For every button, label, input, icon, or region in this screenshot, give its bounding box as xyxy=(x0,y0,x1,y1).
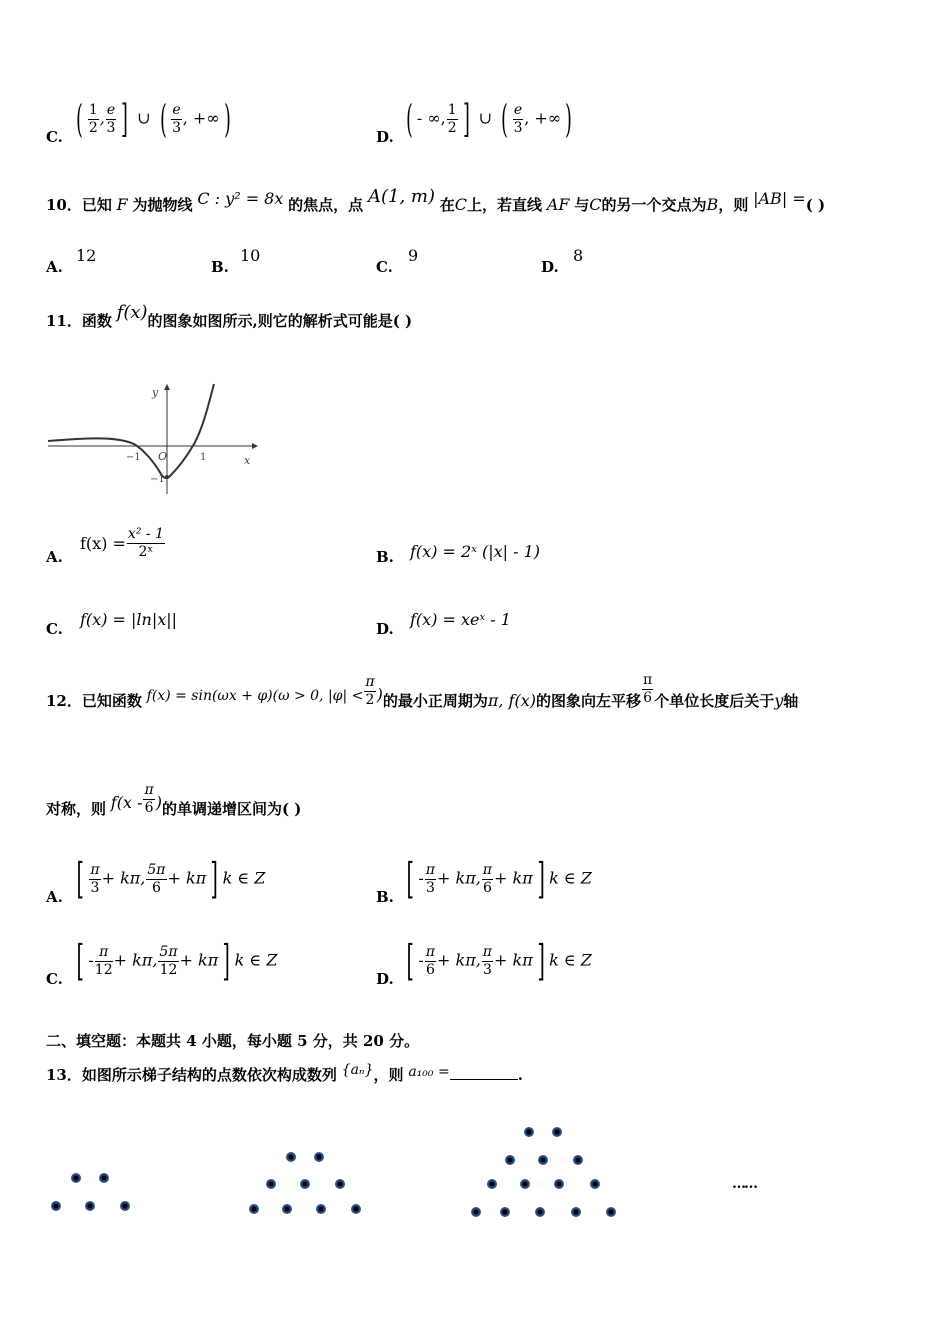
q10-option-c-label: C. xyxy=(376,258,393,276)
frac-den: 6 xyxy=(643,690,653,706)
q12-fshift-close: ) xyxy=(155,793,162,812)
q10-point: A(1, m) xyxy=(367,186,435,207)
frac-num: π xyxy=(482,943,492,960)
frac-den: 6 xyxy=(144,800,154,816)
q10-text-7: ，则 xyxy=(718,196,749,214)
q10-AB: |AB| = xyxy=(753,189,806,208)
q12-line2-text-2: 的单调递增区间为( ) xyxy=(161,800,302,818)
q12-option-d-label: D. xyxy=(376,970,394,988)
expr-sign: - xyxy=(418,950,424,970)
frac-den: 12 xyxy=(159,961,178,978)
frac-num: e xyxy=(172,101,181,118)
q10-option-d-value: 8 xyxy=(573,246,584,265)
section-2-heading: 二、填空题：本题共 4 小题，每小题 5 分，共 20 分。 xyxy=(46,1032,420,1050)
q11-option-b-expr: f(x) = 2ˣ (|x| - 1) xyxy=(410,542,540,561)
ladder-dot xyxy=(316,1204,326,1214)
ladder-dot xyxy=(554,1179,564,1189)
q13-ellipsis: …… xyxy=(732,1176,756,1192)
ladder-dot xyxy=(524,1127,534,1137)
frac-num: e xyxy=(106,101,116,118)
q10-text-6: 的另一个交点为 xyxy=(601,196,707,214)
frac-den: 3 xyxy=(482,961,492,978)
q13-seq: {aₙ} xyxy=(341,1062,374,1078)
q12-y: y xyxy=(774,691,784,710)
expr-mid: + kπ, xyxy=(113,950,158,970)
graph-y-label: y xyxy=(152,386,159,399)
q11-fx: f(x) xyxy=(116,302,148,323)
frac-num: π xyxy=(482,861,492,878)
q10-option-d-label: D. xyxy=(541,258,559,276)
expr-tail: + kπ xyxy=(494,868,533,888)
q11-function-graph xyxy=(46,378,260,496)
answer-blank[interactable] xyxy=(450,1065,518,1080)
q9-option-d-expr: ( - ∞, $\frac{1}{2}$ ] ∪ ( $\frac{e}{3}$ , +∞ ) xyxy=(406,97,572,141)
q12-func: f(x) = sin(ωx + φ)(ω > 0, |φ| < xyxy=(146,688,364,704)
frac-num: π xyxy=(90,861,100,878)
union-symbol: ∪ xyxy=(478,108,492,128)
frac-den: 2 xyxy=(88,119,98,136)
frac-den: 2 xyxy=(365,692,375,708)
q11-prefix: 11．函数 xyxy=(46,312,112,330)
q10-option-b-value: 10 xyxy=(240,246,261,265)
q10-C: C xyxy=(454,195,468,214)
expr-k: k ∈ Z xyxy=(549,950,592,970)
q13-text-1: ，则 xyxy=(373,1066,404,1084)
q10-option-a-label: A. xyxy=(46,258,63,276)
q9-option-c-label: C. xyxy=(46,128,63,146)
q10-text-2: 的焦点，点 xyxy=(288,196,364,214)
ladder-dot xyxy=(282,1204,292,1214)
q10-text-1: 为抛物线 xyxy=(132,196,193,214)
q12-text-2: 的图象向左平移 xyxy=(535,692,641,710)
q10-option-c-value: 9 xyxy=(408,246,419,265)
q9-option-d-label: D. xyxy=(376,128,394,146)
frac-num: 1 xyxy=(88,101,98,118)
q12-func-close: ) xyxy=(376,685,383,704)
expr-tail: + kπ xyxy=(167,868,207,888)
y-intercept-point xyxy=(165,475,169,479)
ladder-dot xyxy=(71,1173,81,1183)
x-axis-arrow-icon xyxy=(252,443,258,449)
frac-num: 5π xyxy=(159,943,178,960)
frac-num: π xyxy=(144,782,154,798)
frac-num: 5π xyxy=(147,861,166,878)
frac-num: 1 xyxy=(447,101,457,118)
q11-option-d-label: D. xyxy=(376,620,394,638)
ladder-dot xyxy=(590,1179,600,1189)
graph-origin-label: O xyxy=(158,450,168,463)
graph-x-label: x xyxy=(244,454,251,467)
q11-option-b-label: B. xyxy=(376,548,394,566)
ladder-dot xyxy=(520,1179,530,1189)
option-a-lhs: f(x) = xyxy=(80,534,126,553)
q11-option-c-expr: f(x) = |ln|x|| xyxy=(80,610,178,629)
ladder-dot xyxy=(120,1201,130,1211)
q10-parabola: C : y² = 8x xyxy=(197,189,284,208)
frac-den: 3 xyxy=(513,119,523,136)
expr-mid: + kπ, xyxy=(437,950,481,970)
q9-option-c-expr: ( $\frac{1}{2}$ , $\frac{e}{3}$ ] ∪ ( $\frac{e}{3}$ , +∞ ) xyxy=(76,97,231,141)
frac-num: π xyxy=(365,674,375,690)
q12-option-c-expr: [ - $\frac{\pi}{12}$ + kπ, $\frac{5\pi}{12}$ + kπ ] k ∈ Z xyxy=(76,936,278,985)
union-symbol: ∪ xyxy=(137,108,151,128)
q10-option-a-value: 12 xyxy=(76,246,97,265)
q11-option-c-label: C. xyxy=(46,620,63,638)
q10-text-3: 在 xyxy=(439,196,455,214)
frac-den: 3 xyxy=(425,879,435,896)
q11-option-d-expr: f(x) = xeˣ - 1 xyxy=(410,610,511,629)
function-curve xyxy=(48,384,214,478)
ladder-dot xyxy=(538,1155,548,1165)
ladder-dot xyxy=(505,1155,515,1165)
q12-option-d-expr: [ - $\frac{\pi}{6}$ + kπ, $\frac{\pi}{3}$ + kπ ] k ∈ Z xyxy=(406,936,592,985)
ladder-dot xyxy=(573,1155,583,1165)
q11-option-a-label: A. xyxy=(46,548,63,566)
frac-num: π xyxy=(642,672,653,688)
q10-option-b-label: B. xyxy=(211,258,229,276)
q12-stem-line1 xyxy=(46,672,798,711)
q12-option-a-expr: [ $\frac{\pi}{3}$ + kπ, $\frac{5\pi}{6}$ + kπ ] k ∈ Z xyxy=(76,854,266,903)
graph-neg1-y-label: −1 xyxy=(150,474,165,485)
expr-tail: + kπ xyxy=(494,950,533,970)
ladder-dot xyxy=(487,1179,497,1189)
frac-num: π xyxy=(425,943,435,960)
q12-text-1: 的最小正周期为 xyxy=(382,692,488,710)
expr-sign: - xyxy=(418,868,424,888)
q10-F: F xyxy=(116,195,128,214)
neg-infinity-text: - ∞, xyxy=(416,108,446,128)
q10-text-8: ( ) xyxy=(805,196,826,214)
frac-num: e xyxy=(513,101,523,118)
ladder-dot xyxy=(314,1152,324,1162)
frac-num: π xyxy=(425,861,435,878)
ladder-dot xyxy=(300,1179,310,1189)
infinity-text: , +∞ xyxy=(524,108,562,128)
expr-k: k ∈ Z xyxy=(234,950,278,970)
q10-AF: AF xyxy=(546,195,570,214)
q11-stem xyxy=(46,302,413,331)
frac-den: 3 xyxy=(90,879,100,896)
q10-text-4: 上，若直线 xyxy=(467,196,543,214)
ladder-dot xyxy=(99,1173,109,1183)
q12-option-b-expr: [ - $\frac{\pi}{3}$ + kπ, $\frac{\pi}{6}$ + kπ ] k ∈ Z xyxy=(406,854,592,903)
ladder-dot xyxy=(51,1201,61,1211)
q12-fshift: f(x - xyxy=(110,793,143,812)
q13-prefix: 13．如图所示梯子结构的点数依次构成数列 xyxy=(46,1066,337,1084)
q10-B: B xyxy=(706,195,719,214)
expr-tail: + kπ xyxy=(179,950,219,970)
q13-a100: a₁₀₀ = xyxy=(408,1064,450,1080)
frac-den: 6 xyxy=(425,961,435,978)
q10-text-5: 与 xyxy=(574,196,590,214)
q13-tail: . xyxy=(517,1066,523,1084)
ladder-dot xyxy=(571,1207,581,1217)
expr-mid: + kπ, xyxy=(101,868,146,888)
frac-num: x² - 1 xyxy=(127,526,164,542)
frac-den: 12 xyxy=(94,961,113,978)
ladder-dot xyxy=(606,1207,616,1217)
q12-prefix: 12．已知函数 xyxy=(46,692,142,710)
frac-den: 3 xyxy=(106,119,116,136)
graph-neg1-x-label: −1 xyxy=(126,452,141,463)
expr-sign: - xyxy=(88,950,94,970)
q12-option-a-label: A. xyxy=(46,888,63,906)
ladder-dot xyxy=(351,1204,361,1214)
expr-k: k ∈ Z xyxy=(222,868,266,888)
expr-mid: + kπ, xyxy=(437,868,481,888)
q11-option-a-expr xyxy=(80,526,166,561)
ladder-dot xyxy=(535,1207,545,1217)
q10-prefix: 10．已知 xyxy=(46,196,112,214)
ladder-dot xyxy=(500,1207,510,1217)
q10-stem xyxy=(46,186,826,215)
q12-period: π, f(x) xyxy=(487,691,536,710)
q12-stem-line2 xyxy=(46,782,301,819)
graph-pos1-x-label: 1 xyxy=(200,452,207,463)
q12-option-b-label: B. xyxy=(376,888,394,906)
q12-text-3: 个单位长度后关于 xyxy=(654,692,775,710)
q12-option-c-label: C. xyxy=(46,970,63,988)
infinity-text: , +∞ xyxy=(182,108,220,128)
ladder-dot xyxy=(85,1201,95,1211)
q12-text-4: 轴 xyxy=(783,692,799,710)
ladder-dot xyxy=(471,1207,481,1217)
ladder-dot xyxy=(249,1204,259,1214)
frac-den: 3 xyxy=(172,119,181,136)
q12-line2-text-1: 对称，则 xyxy=(46,800,107,818)
frac-den: 6 xyxy=(151,879,161,896)
q11-text: 的图象如图所示,则它的解析式可能是( ) xyxy=(147,312,413,330)
y-axis-arrow-icon xyxy=(164,384,170,390)
q13-stem xyxy=(46,1064,523,1085)
frac-num: π xyxy=(95,944,113,962)
ladder-dot xyxy=(286,1152,296,1162)
ladder-dot xyxy=(266,1179,276,1189)
frac-den: 6 xyxy=(482,879,492,896)
frac-den: 2 xyxy=(447,119,457,136)
q10-C2: C xyxy=(589,195,602,214)
ladder-dot xyxy=(552,1127,562,1137)
frac-den: 2ˣ xyxy=(138,544,154,560)
ladder-dot xyxy=(335,1179,345,1189)
expr-k: k ∈ Z xyxy=(549,868,592,888)
